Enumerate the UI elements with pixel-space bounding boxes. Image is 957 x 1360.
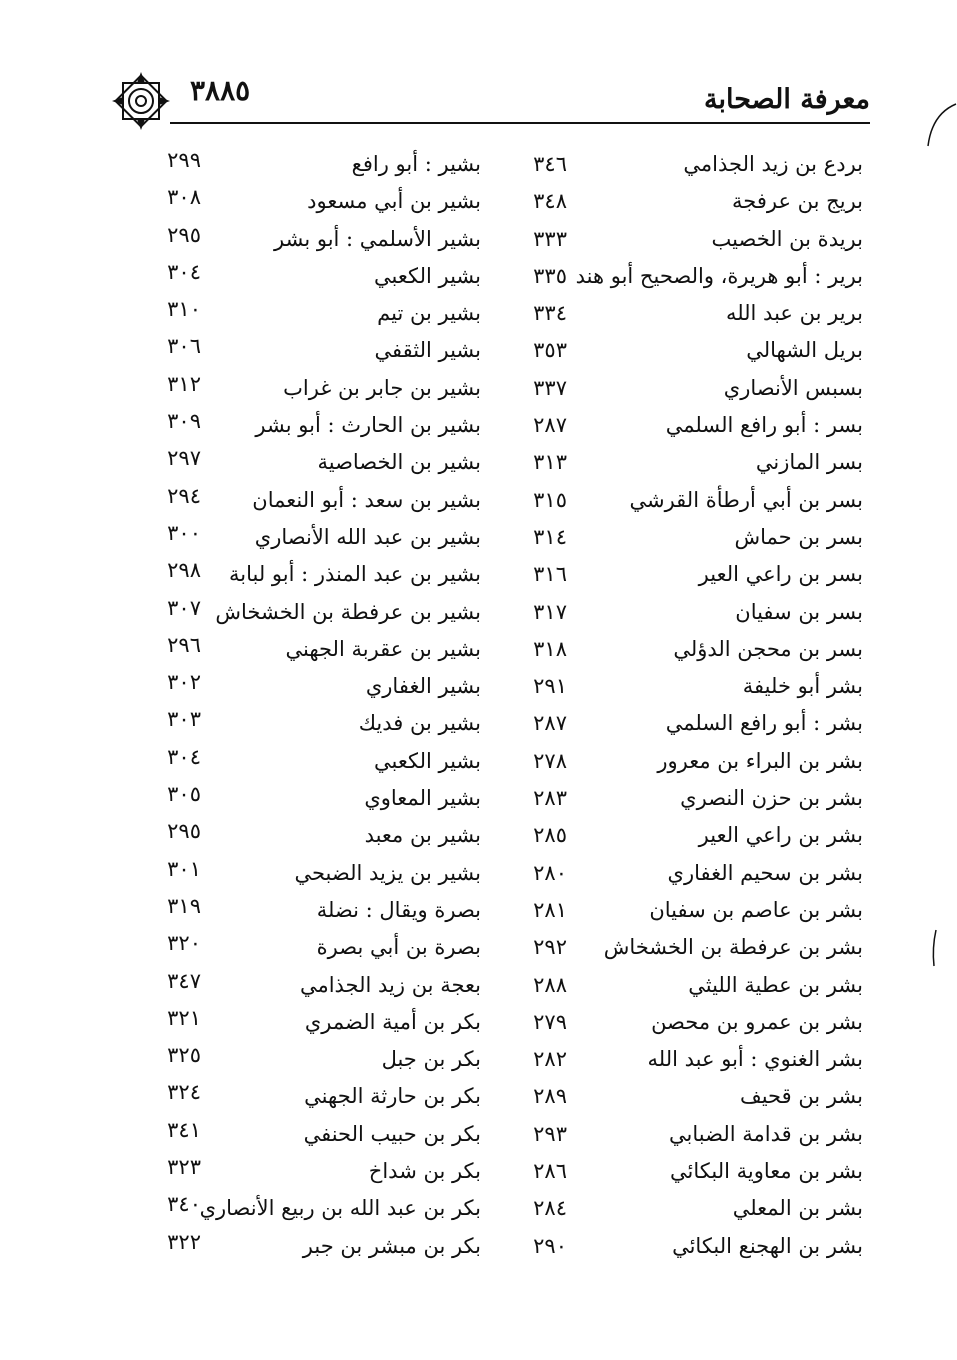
entry-page: ٢٨٤: [533, 1196, 567, 1221]
entry-name: بشير بن عقربة الجهني: [285, 636, 481, 661]
entry-page: ٣٠٥: [167, 782, 201, 807]
entry-page: ٢٩٩: [167, 148, 201, 172]
entry-page: ٢٩٢: [533, 935, 567, 960]
index-row: [0, 366, 957, 403]
entry-name: برير : أبو هريرة، والصحيح أبو هند: [575, 263, 863, 288]
entry-name: بكر بن حارثة الجهني: [304, 1084, 481, 1109]
entry-name: بكر بن حبيب الحنفي: [303, 1121, 481, 1146]
header-rule: [170, 122, 870, 124]
entry-name: بشر بن عطية الليثي: [688, 972, 863, 997]
entry-name: بكر بن جبل: [381, 1047, 481, 1072]
entry-page: ٣٠٠: [167, 520, 201, 545]
entry-page: ٢٩٣: [533, 1121, 567, 1146]
entry-name: بشير بن الحارث : أبو بشر: [255, 413, 481, 438]
entry-name: بشر بن سحيم الغفاري: [667, 860, 863, 885]
entry-page: ٣١٤: [533, 524, 567, 549]
entry-name: بشر الغنوي : أبو عبد الله: [647, 1047, 863, 1072]
entry-name: بشير الكعبي: [374, 263, 481, 288]
entry-name: بشير بن جابر بن غراب: [283, 375, 481, 400]
entry-page: ٢٩٥: [167, 819, 201, 844]
entry-name: بشر بن عرفطة بن الخشخاش: [603, 935, 863, 960]
entry-name: بشير المعاوي: [364, 786, 481, 811]
index-row: [0, 776, 957, 813]
entry-page: ٢٧٨: [533, 748, 567, 773]
entry-name: بشير بن الخصاصية: [317, 450, 481, 475]
entry-page: ٣٠٩: [167, 409, 201, 434]
index-row: [0, 1112, 957, 1149]
entry-name: بشير الأسلمي : أبو بشر: [274, 226, 481, 251]
entry-name: بشر بن قدامة الضبابي: [669, 1121, 863, 1146]
entry-page: ٣٣٧: [533, 375, 567, 400]
entry-name: برير بن عبد الله: [725, 301, 863, 326]
entry-name: بشير بن سعد : أبو النعمان: [252, 487, 481, 512]
entry-page: ٣٠٢: [167, 670, 201, 695]
index-row: [0, 888, 957, 925]
entry-page: ٣٣٣: [533, 226, 567, 251]
entry-name: بكر بن مبشر بن جبر: [302, 1233, 481, 1258]
index-row: [0, 664, 957, 701]
entry-name: بشير : أبو رافع: [351, 152, 481, 176]
entry-page: ٢٨٨: [533, 972, 567, 997]
index-row: [0, 739, 957, 776]
entry-name: بعجة بن زيد الجذامي: [299, 972, 481, 997]
entry-page: ٣٢٥: [167, 1043, 201, 1068]
index-row: [0, 142, 957, 179]
index-row: [0, 254, 957, 291]
index-row: [0, 179, 957, 216]
entry-page: ٣١٥: [533, 487, 567, 512]
entry-page: ٢٩٥: [167, 222, 201, 247]
entry-page: ٢٩٨: [167, 558, 201, 583]
entry-name: بشر بن قحيف: [739, 1084, 863, 1109]
entry-page: ٣٤٠: [167, 1192, 201, 1217]
index-row: [0, 1000, 957, 1037]
entry-page: ٢٩٤: [167, 483, 201, 508]
index-row: [0, 291, 957, 328]
entry-page: ٣٤٦: [533, 152, 567, 176]
entry-name: بشر بن الهجنع البكائي: [672, 1233, 863, 1258]
entry-page: ٢٨٠: [533, 860, 567, 885]
entry-name: بشير بن أبي مسعود: [307, 189, 481, 214]
entry-name: بشير بن يزيد الضبحي: [294, 860, 481, 885]
entry-page: ٢٨٦: [533, 1159, 567, 1184]
entry-name: بصرة بن أبي بصرة: [316, 935, 481, 960]
entry-page: ٣١٢: [167, 371, 201, 396]
entry-name: بشير الكعبي: [374, 748, 481, 773]
entry-page: ٣٤٧: [167, 968, 201, 993]
entry-name: بسر بن حماش: [734, 524, 863, 549]
entry-name: بردع بن زيد الجذامي: [683, 152, 863, 176]
index-row: [0, 1037, 957, 1074]
page-header: [110, 70, 870, 130]
index-row: [0, 1224, 957, 1261]
entry-page: ٣٣٥: [533, 263, 567, 288]
entry-name: بكر بن شداخ: [368, 1159, 481, 1184]
entry-page: ٣٠٦: [167, 334, 201, 359]
entry-page: ٢٨٧: [533, 413, 567, 438]
index-row: [0, 515, 957, 552]
entry-name: بشير بن تيم: [377, 301, 481, 326]
index-row: [0, 813, 957, 850]
entry-name: بريل الشهالي: [746, 338, 863, 363]
entry-page: ٢٩١: [533, 674, 567, 699]
index-row: [0, 1149, 957, 1186]
entry-name: بسر بن راعي العير: [698, 562, 863, 587]
entry-page: ٣٠٧: [167, 595, 201, 620]
entry-page: ٣٠٣: [167, 707, 201, 732]
entry-page: ٢٨٢: [533, 1047, 567, 1072]
entry-name: بشر بن حزن النصري: [680, 786, 863, 811]
entry-page: ٢٨١: [533, 897, 567, 922]
entry-name: بشير بن عبد المنذر : أبو لبابة: [229, 562, 481, 587]
index-row: [0, 440, 957, 477]
entry-page: ٢٩٧: [167, 446, 201, 471]
entry-name: بشر بن البراء بن معرور: [657, 748, 863, 773]
index-row: [0, 701, 957, 738]
entry-page: ٣٤٨: [533, 189, 567, 214]
page-number: ٣٨٨٥: [190, 74, 251, 107]
index-row: [0, 925, 957, 962]
entry-page: ٣١٦: [533, 562, 567, 587]
entry-page: ٣١٨: [533, 636, 567, 661]
star-ornament-icon: [110, 70, 172, 132]
entry-page: ٢٩٠: [533, 1233, 567, 1258]
entry-page: ٣٠٤: [167, 744, 201, 769]
entry-page: ٣١٩: [167, 893, 201, 918]
entry-page: ٢٨٣: [533, 786, 567, 811]
entry-name: بسبس الأنصاري: [723, 375, 863, 400]
entry-name: بشر : أبو رافع السلمي: [665, 711, 863, 736]
index-row: [0, 478, 957, 515]
entry-name: بسر بن سفيان: [735, 599, 863, 624]
entry-name: بشير بن معبد: [364, 823, 481, 848]
entry-page: ٣٢٤: [167, 1080, 201, 1105]
entry-page: ٢٨٥: [533, 823, 567, 848]
index-row: [0, 590, 957, 627]
entry-page: ٣٢٣: [167, 1155, 201, 1180]
entry-name: بكر بن عبد الله بن ربيع الأنصاري: [199, 1196, 481, 1221]
entry-name: بشر بن معاوية البكائي: [670, 1159, 863, 1184]
entry-name: بكر بن أمية الضمري: [304, 1009, 481, 1034]
entry-page: ٣١٣: [533, 450, 567, 475]
entry-name: بشر بن عاصم بن سفيان: [649, 897, 863, 922]
entry-name: بريدة بن الخصيب: [711, 226, 863, 251]
entry-name: بشر بن راعي العير: [698, 823, 863, 848]
index-row: [0, 627, 957, 664]
index-row: [0, 403, 957, 440]
index-row: [0, 963, 957, 1000]
index-table: [0, 142, 957, 1261]
entry-name: بشير الثقفي: [374, 338, 481, 363]
entry-page: ٣٢٢: [167, 1229, 201, 1254]
index-row: [0, 328, 957, 365]
entry-name: بشير بن عبد الله الأنصاري: [254, 524, 481, 549]
entry-page: ٢٩٦: [167, 632, 201, 657]
entry-page: ٢٧٩: [533, 1009, 567, 1034]
entry-name: بشير بن عرفطة بن الخشخاش: [215, 599, 481, 624]
entry-page: ٣١٠: [167, 297, 201, 322]
entry-name: بسر بن أبي أرطأة القرشي: [629, 487, 863, 512]
index-row: [0, 1074, 957, 1111]
page-title: معرفة الصحابة: [704, 84, 870, 115]
index-row: [0, 1186, 957, 1223]
entry-page: ٣٥٣: [533, 338, 567, 363]
entry-name: بشير بن فديك: [358, 711, 481, 736]
entry-name: بريج بن عرفجة: [732, 189, 863, 214]
entry-page: ٣٠٨: [167, 185, 201, 210]
entry-page: ٣٢٠: [167, 931, 201, 956]
entry-page: ٣١٧: [533, 599, 567, 624]
entry-page: ٣٠١: [167, 856, 201, 881]
entry-name: بشير الغفاري: [365, 674, 481, 699]
entry-name: بشر أبو خليفة: [742, 674, 863, 699]
index-row: [0, 217, 957, 254]
entry-page: ٣٤١: [167, 1117, 201, 1142]
entry-name: بشر بن المعلي: [732, 1196, 863, 1221]
entry-page: ٣٢١: [167, 1005, 201, 1030]
index-row: [0, 552, 957, 589]
entry-name: بشر بن عمرو بن محصن: [651, 1009, 863, 1034]
entry-name: بسر : أبو رافع السلمي: [665, 413, 863, 438]
entry-name: بصرة ويقال : نضلة: [316, 897, 481, 922]
entry-page: ٢٨٧: [533, 711, 567, 736]
entry-page: ٢٨٩: [533, 1084, 567, 1109]
entry-name: بسر المازني: [755, 450, 863, 475]
entry-page: ٣٣٤: [533, 301, 567, 326]
entry-page: ٣٠٤: [167, 259, 201, 284]
index-row: [0, 851, 957, 888]
entry-name: بسر بن محجن الدؤلي: [673, 636, 863, 661]
